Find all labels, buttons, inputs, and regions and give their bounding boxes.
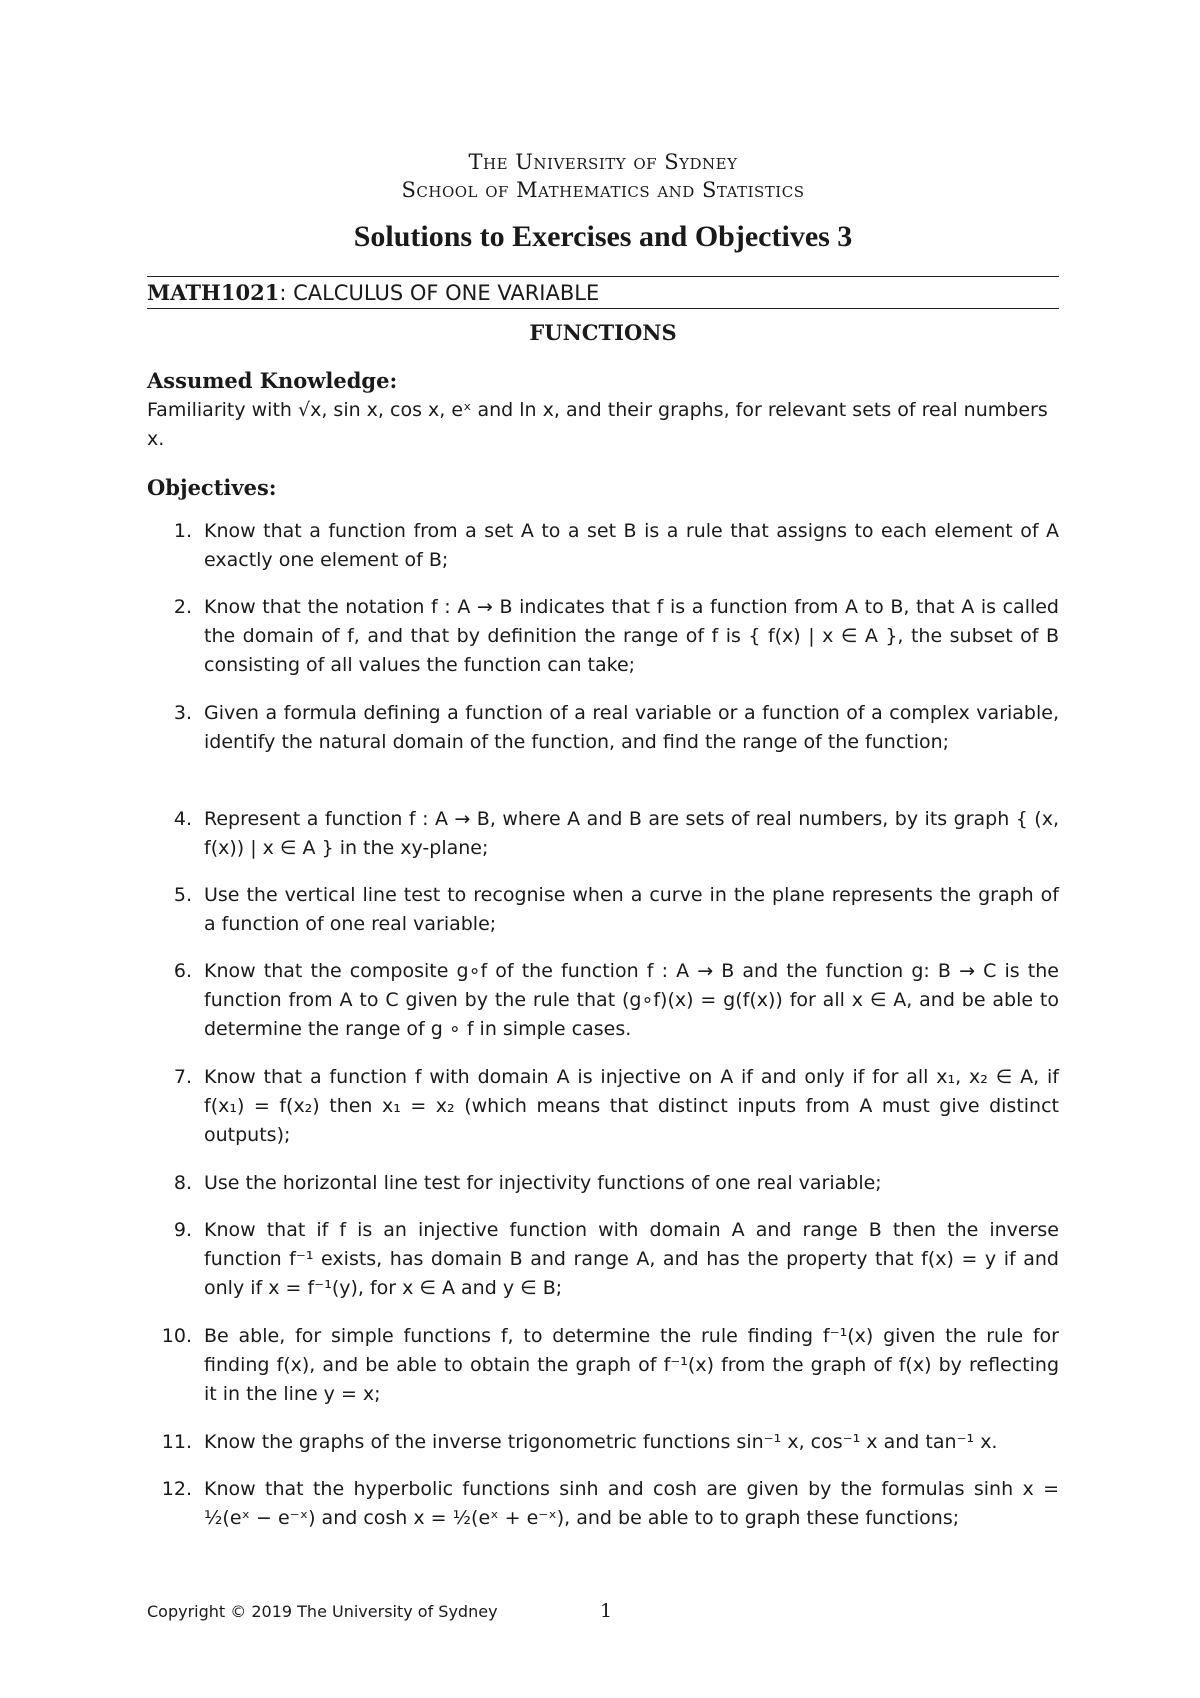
objective-number: 3. bbox=[173, 702, 192, 724]
objective-number: 1. bbox=[173, 520, 192, 542]
university-name: The University of Sydney bbox=[468, 150, 738, 174]
document-title: Solutions to Exercises and Objectives 3 bbox=[353, 220, 853, 253]
objective-text: Know that the notation f : A → B indicates that f is a function from A to B, that A is called the domain of f, and that by definition the range of f is { f(x) | x ∈ A }, the subset of B consisting of all values the function can take; bbox=[204, 596, 1059, 676]
objective-text: Represent a function f : A → B, where A and B are sets of real numbers, by its graph { (x, f(x)) | x ∈ A } in the xy-plane; bbox=[204, 808, 1059, 859]
course-name: : CALCULUS OF ONE VARIABLE bbox=[279, 281, 600, 305]
assumed-heading: Assumed Knowledge: bbox=[147, 368, 398, 393]
objective-text: Know that a function from a set A to a set B is a rule that assigns to each element of A exactly one element of B; bbox=[204, 520, 1059, 571]
objective-number: 11. bbox=[161, 1431, 192, 1453]
objective-number: 7. bbox=[173, 1066, 192, 1088]
objectives-heading: Objectives: bbox=[147, 475, 277, 500]
objective-number: 2. bbox=[173, 596, 192, 618]
objective-text: Know the graphs of the inverse trigonometric functions sin⁻¹ x, cos⁻¹ x and tan⁻¹ x. bbox=[204, 1431, 998, 1453]
course-code: MATH1021 bbox=[147, 280, 280, 305]
objective-text: Know that a function f with domain A is injective on A if and only if for all x₁, x₂ ∈ A, if f(x₁) = f(x₂) then x₁ = x₂ (which means that distinct inputs from A must give distinct outputs); bbox=[204, 1066, 1059, 1146]
objective-text: Given a formula defining a function of a real variable or a function of a complex variable, identify the natural domain of the function, and find the range of the function; bbox=[204, 702, 1059, 753]
document-page bbox=[147, 0, 1059, 1698]
objective-text: Use the vertical line test to recognise when a curve in the plane represents the graph of a function of one real variable; bbox=[204, 884, 1059, 935]
objective-text: Know that the composite g∘f of the function f : A → B and the function g: B → C is the function from A to C given by the rule that (g∘f)(x) = g(f(x)) for all x ∈ A, and be able to determine the range of g ∘ f in simple cases. bbox=[204, 960, 1059, 1040]
objective-number: 12. bbox=[161, 1478, 192, 1500]
objective-number: 8. bbox=[173, 1172, 192, 1194]
objective-number: 6. bbox=[173, 960, 192, 982]
objective-text: Use the horizontal line test for injectivity functions of one real variable; bbox=[204, 1172, 882, 1194]
objective-number: 10. bbox=[161, 1325, 192, 1347]
objective-number: 9. bbox=[173, 1219, 192, 1241]
copyright-footer: Copyright © 2019 The University of Sydney bbox=[147, 1602, 498, 1621]
course-line bbox=[147, 280, 599, 305]
objective-text: Be able, for simple functions f, to determine the rule finding f⁻¹(x) given the rule for finding f(x), and be able to obtain the graph of f⁻¹(x) from the graph of f(x) by reflecting it in the line y = x; bbox=[204, 1325, 1059, 1405]
page-number: 1 bbox=[600, 1600, 613, 1622]
assumed-text: Familiarity with √x, sin x, cos x, eˣ and ln x, and their graphs, for relevant sets of real numbers x. bbox=[147, 399, 1048, 450]
section-heading: FUNCTIONS bbox=[529, 320, 677, 345]
school-name: School of Mathematics and Statistics bbox=[401, 178, 805, 202]
objective-number: 4. bbox=[173, 808, 192, 830]
objective-text: Know that if f is an injective function with domain A and range B then the inverse function f⁻¹ exists, has domain B and range A, and has the property that f(x) = y if and only if x = f⁻¹(y), for x ∈ A and y ∈ B; bbox=[204, 1219, 1059, 1299]
objective-number: 5. bbox=[173, 884, 192, 906]
top-rule bbox=[147, 276, 1059, 277]
bottom-rule bbox=[147, 308, 1059, 309]
objective-text: Know that the hyperbolic functions sinh and cosh are given by the formulas sinh x = ½(eˣ − e⁻ˣ) and cosh x = ½(eˣ + e⁻ˣ), and be able to to graph these functions; bbox=[204, 1478, 1059, 1529]
